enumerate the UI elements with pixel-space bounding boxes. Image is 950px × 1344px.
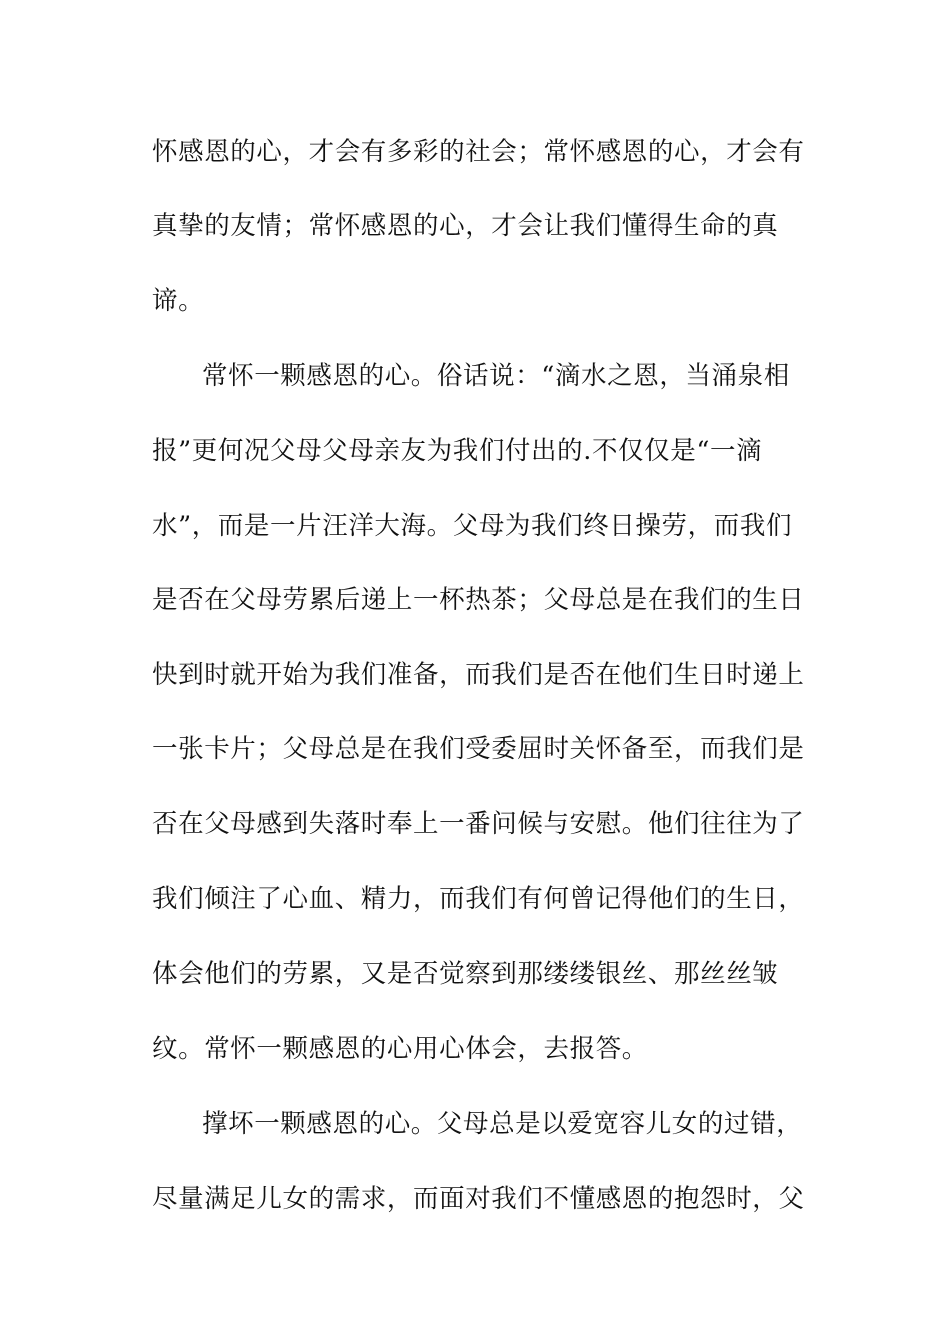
paragraph-first-line: 撑坏一颗感恩的心。父母总是以爱宽容儿女的过错， xyxy=(202,1109,803,1139)
text-line: 一张卡片；父母总是在我们受委屈时关怀备至，而我们是 xyxy=(152,734,805,764)
text-line: 是否在父母劳累后递上一杯热茶；父母总是在我们的生日 xyxy=(152,585,805,615)
paragraph-first-line: 常怀一颗感恩的心。俗话说：“滴水之恩，当涌泉相 xyxy=(202,361,790,391)
text-line: 我们倾注了心血、精力，而我们有何曾记得他们的生日， xyxy=(152,884,805,914)
text-line: 体会他们的劳累，又是否觉察到那缕缕银丝、那丝丝皱 xyxy=(152,959,779,989)
text-line: 快到时就开始为我们准备，而我们是否在他们生日时递上 xyxy=(152,660,805,690)
text-line: 否在父母感到失落时奉上一番问候与安慰。他们往往为了 xyxy=(152,809,805,839)
text-line: 怀感恩的心，才会有多彩的社会；常怀感恩的心，才会有 xyxy=(152,137,805,167)
text-line: 谛。 xyxy=(152,286,205,316)
text-line: 尽量满足儿女的需求，而面对我们不懂感恩的抱怨时，父 xyxy=(152,1184,805,1214)
text-line: 水”，而是一片汪洋大海。父母为我们终日操劳，而我们 xyxy=(152,511,793,541)
text-line: 报”更何况父母父母亲友为我们付出的.不仅仅是“一滴 xyxy=(152,436,763,466)
text-line: 真挚的友情；常怀感恩的心，才会让我们懂得生命的真 xyxy=(152,211,779,241)
text-line: 纹。常怀一颗感恩的心用心体会，去报答。 xyxy=(152,1034,648,1064)
